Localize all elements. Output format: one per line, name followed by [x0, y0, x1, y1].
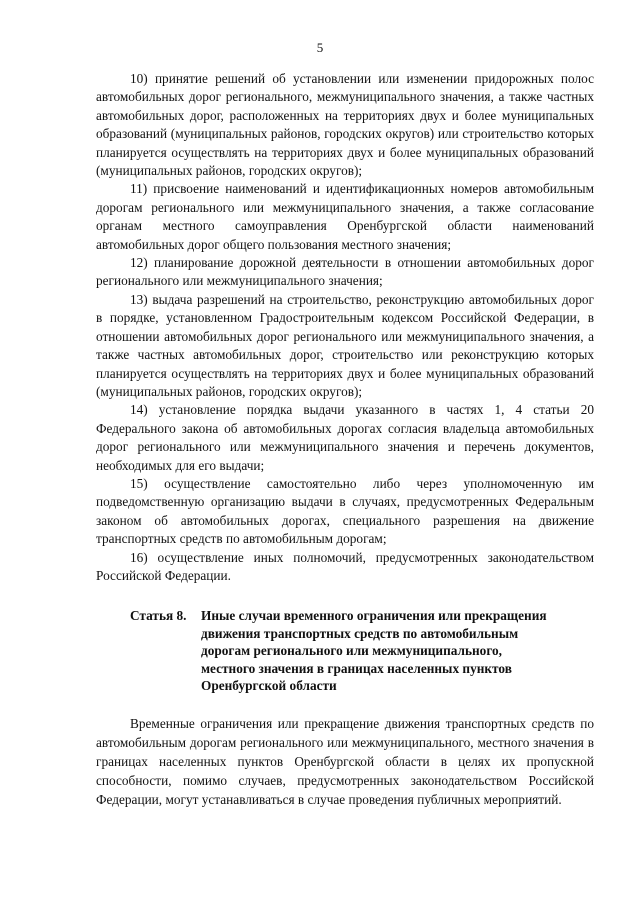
- list-item: 11) присвоение наименований и идентификационных номеров автомобильным дорогам регионального или межмуниципального значения, а также согласование органам местного самоуправления Оренбургской области наименований автомобильных дорог общего пользования местного значения;: [96, 181, 594, 252]
- list-item: 13) выдача разрешений на строительство, реконструкцию автомобильных дорог в порядке, установленном Градостроительным кодексом Российской Федерации, в отношении автомобильных дорог регионального или межмуниципального значения, а также частных автомобильных дорог, строительство или реконструкцию которых планируется осуществлять на территориях двух и более муниципальных образований (муниципальных районов, городских округов);: [96, 291, 594, 399]
- article-label: Статья 8.: [130, 608, 187, 623]
- list-item: 14) установление порядка выдачи указанного в частях 1, 4 статьи 20 Федерального закона об автомобильных дорогах согласия владельца автомобильных дорог регионального или межмуниципального значения и перечень документов, необходимых для его выдачи;: [96, 402, 594, 473]
- list-item: 16) осуществление иных полномочий, предусмотренных законодательством Российской Федерации.: [96, 549, 594, 583]
- page-number: 5: [316, 40, 324, 55]
- powers-list: [96, 70, 594, 585]
- article-paragraph: Временные ограничения или прекращение движения транспортных средств по автомобильным дорогам регионального или межмуниципального, местного значения в границах населенных пунктов Оренбургской области в целях их пропускной способности, помимо случаев, предусмотренных законодательством Российской Федерации, могут устанавливаться в случае проведения публичных мероприятий.: [96, 716, 594, 807]
- article-body: [96, 714, 594, 809]
- list-item: 15) осуществление самостоятельно либо через уполномоченную им подведомственную организацию выдачи в случаях, предусмотренных Федеральным законом об автомобильных дорогах, специального разрешения на движение транспортных средств по автомобильным дорогам;: [96, 475, 594, 547]
- list-item: 12) планирование дорожной деятельности в отношении автомобильных дорог регионального или межмуниципального значения;: [96, 255, 594, 289]
- article-title: Иные случаи временного ограничения или прекращения движения транспортных средств по автомобильным дорогам регионального или межмуниципального, местного значения в границах населенных пунктов Оренбургской области: [201, 608, 547, 694]
- list-item: 10) принятие решений об установлении или изменении придорожных полос автомобильных дорог регионального, межмуниципального значения, а также частных автомобильных дорог, расположенных на территориях двух и более муниципальных образований (муниципальных районов, городских округов) или строительство которых планируется осуществлять на территориях двух и более муниципальных образований (муниципальных районов, городских округов);: [96, 71, 594, 179]
- article-heading: [96, 607, 594, 695]
